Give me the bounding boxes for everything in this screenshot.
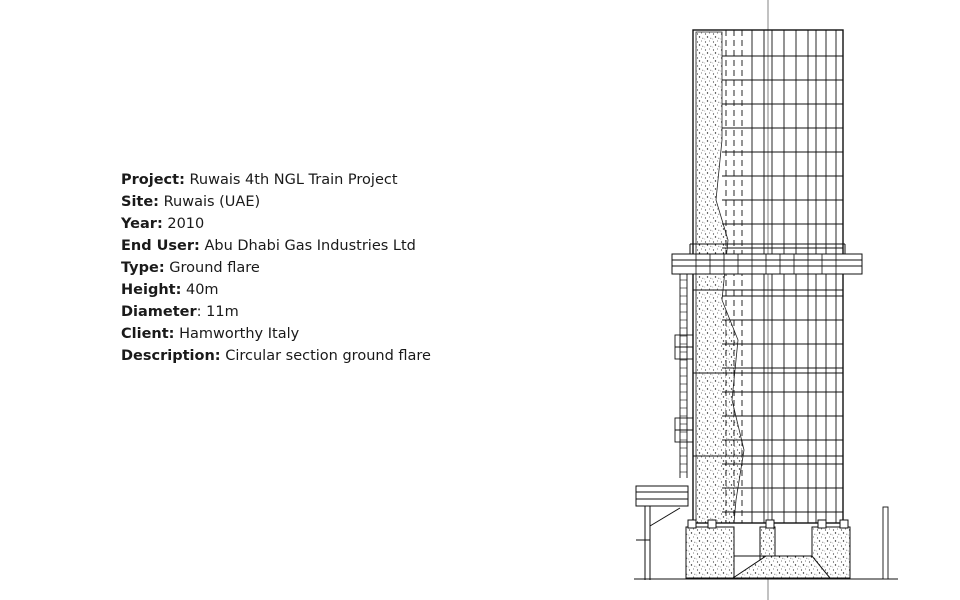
info-description [121, 345, 601, 367]
info-label: Client: [121, 326, 175, 342]
flare-elevation-drawing [620, 0, 920, 600]
info-label: Description: [121, 348, 221, 364]
info-value: Ruwais 4th NGL Train Project [184, 172, 398, 188]
info-value: : 11m [196, 304, 239, 320]
info-value: Ruwais (UAE) [158, 194, 261, 210]
info-value: Abu Dhabi Gas Industries Ltd [199, 238, 416, 254]
info-value: 2010 [162, 216, 205, 232]
info-value: 40m [181, 282, 219, 298]
project-info [121, 169, 601, 367]
info-diameter [121, 301, 601, 323]
info-label: Height: [121, 282, 182, 298]
info-client [121, 323, 601, 345]
foundation [634, 527, 898, 579]
info-project [121, 169, 601, 191]
info-label: Site: [121, 194, 159, 210]
anchor-bolts [688, 520, 848, 528]
ladder-rungs [680, 280, 687, 472]
info-height [121, 279, 601, 301]
info-label: Year: [121, 216, 163, 232]
info-value: Circular section ground flare [220, 348, 431, 364]
info-site [121, 191, 601, 213]
access-stair [636, 486, 688, 580]
info-label: End User: [121, 238, 200, 254]
info-label: Diameter [121, 304, 197, 320]
side-post [883, 507, 888, 579]
refractory-lining [696, 32, 744, 523]
info-label: Project: [121, 172, 185, 188]
info-end-user [121, 235, 601, 257]
info-value: Ground flare [164, 260, 260, 276]
info-label: Type: [121, 260, 165, 276]
info-value: Hamworthy Italy [174, 326, 300, 342]
info-type [121, 257, 601, 279]
info-year [121, 213, 601, 235]
